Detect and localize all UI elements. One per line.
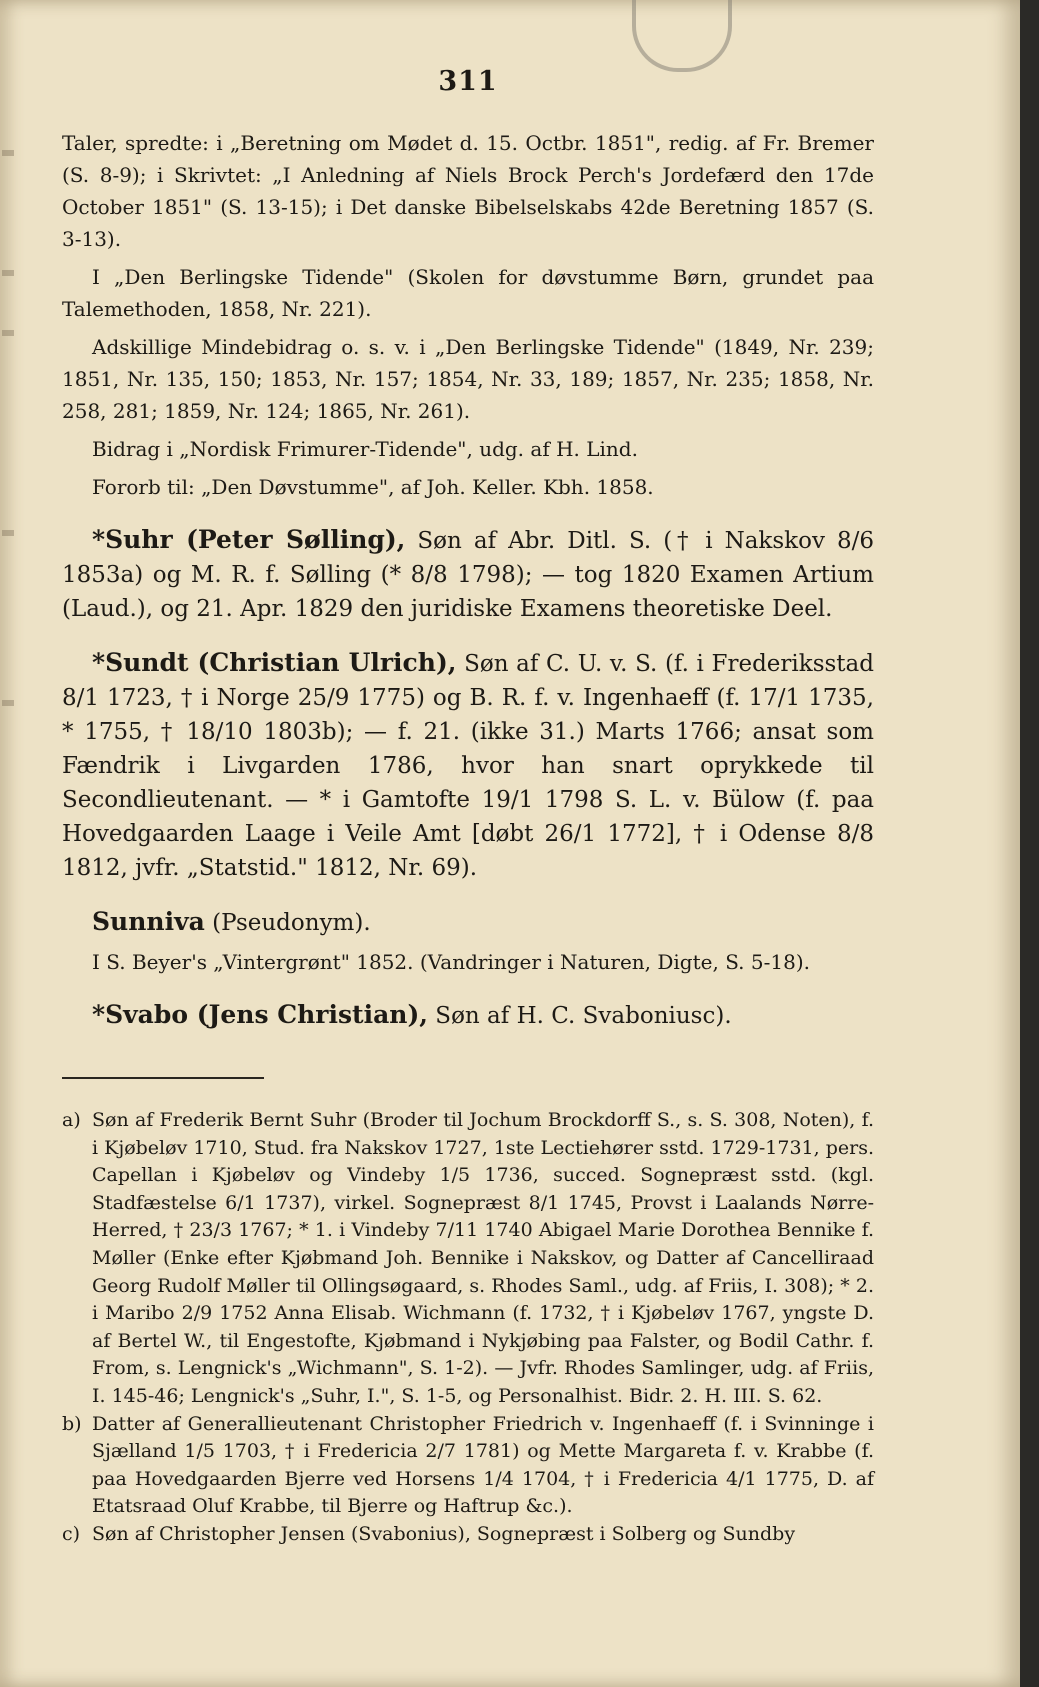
paper-clip-mark [632, 0, 732, 72]
entry-head: Sunniva [92, 907, 205, 936]
page-number: 311 [438, 66, 498, 97]
entry-suhr [62, 523, 874, 626]
footnote-b [62, 1411, 874, 1521]
footnote-text: Datter af Generallieutenant Christopher Friedrich v. Ingenhaeff (f. i Svinninge i Sjælland 1/5 1703, † i Fredericia 2/7 1781) og Mette Margareta f. v. Krabbe (f. paa Hovedgaarden Bjerre ved Horsens 1/4 1704, † i Fredericia 4/1 1775, D. af Etatsraad Oluf Krabbe, til Bjerre og Haftrup &c.). [92, 1412, 874, 1518]
margin-bleed [2, 270, 14, 276]
entry-body: (Pseudonym). [204, 910, 371, 936]
entry-sunniva-reference: I S. Beyer's „Vintergrønt" 1852. (Vandringer i Naturen, Digte, S. 5-18). [92, 950, 810, 974]
entry-body: Søn af C. U. v. S. (f. i Frederiksstad 8/1 1723, † i Norge 25/9 1775) og B. R. f. v. Ingenhaeff (f. 17/1 1735, * 1755, † 18/10 1803b); — f. 21. (ikke 31.) Marts 1766; ansat som Fændrik i Livgarden 1786, hvor han snart oprykkede til Secondlieutenant. — * i Gamtofte 19/1 1798 S. L. v. Bülow (f. paa Hovedgaarden Laage i Veile Amt [døbt 26/1 1772], † i Odense 8/8 1812, jvfr. „Statstid." 1812, Nr. 69). [62, 651, 874, 881]
entry-svabo [62, 998, 874, 1033]
entry-head: *Suhr (Peter Sølling), [92, 525, 406, 554]
entry-body: Søn af H. C. Svaboniusc). [428, 1003, 732, 1029]
footnote-mark: b) [62, 1412, 82, 1435]
footnote-mark: c) [62, 1522, 81, 1545]
margin-bleed [2, 330, 14, 336]
paragraph: Bidrag i „Nordisk Frimurer-Tidende", udg. af H. Lind. [92, 437, 638, 461]
entry-head: *Sundt (Christian Ulrich), [92, 648, 457, 677]
footnote-mark: a) [62, 1109, 81, 1131]
margin-bleed [2, 700, 14, 706]
footnote-divider [62, 1077, 264, 1079]
entry-sundt [62, 646, 874, 885]
paragraph: Fororb til: „Den Døvstumme", af Joh. Keller. Kbh. 1858. [92, 475, 654, 499]
paragraph: Taler, spredte: i „Beretning om Mødet d. 15. Octbr. 1851", redig. af Fr. Bremer (S. 8-9); i Skrivtet: „I Anledning af Niels Brock Perch's Jordefærd den 17de October 1851" (S. 13-15); i Det danske Bibelselskabs 42de Beretning 1857 (S. 3-13). [62, 131, 874, 251]
footnote-text: Søn af Frederik Bernt Suhr (Broder til Jochum Brockdorff S., s. S. 308, Noten), f. i Kjøbeløv 1710, Stud. fra Nakskov 1727, 1ste Lectiehører sstd. 1729-1731, pers. Capellan i Kjøbeløv og Vindeby 1/5 1736, succed. Sognepræst sstd. (kgl. Stadfæstelse 6/1 1737), virkel. Sognepræst 8/1 1745, Provst i Laalands Nørre-Herred, † 23/3 1767; * 1. i Vindeby 7/11 1740 Abigael Marie Dorothea Bennike f. Møller (Enke efter Kjøbmand Joh. Bennike i Nakskov, og Datter af Cancelliraad Georg Rudolf Møller til Ollingsøgaard, s. Rhodes Saml., udg. af Friis, I. 308); * 2. i Maribo 2/9 1752 Anna Elisab. Wichmann (f. 1732, † i Kjøbeløv 1767, yngste D. af Bertel W., til Engestofte, Kjøbmand i Nykjøbing paa Falster, og Bodil Cathr. f. From, s. Lengnick's „Wichmann", S. 1-2). — Jvfr. Rhodes Samlinger, udg. af Friis, I. 145-46; Lengnick's „Suhr, I.", S. 1-5, og Personalhist. Bidr. 2. H. III. S. 62. [92, 1109, 874, 1407]
footnote-c [62, 1521, 874, 1549]
footnote-text: Søn af Christopher Jensen (Svabonius), Sognepræst i Solberg og Sundby [92, 1522, 796, 1545]
page-content [62, 66, 874, 1549]
footnote-a [62, 1107, 874, 1411]
entry-body: Søn af Abr. Ditl. S. († i Nakskov 8/6 1853a) og M. R. f. Sølling (* 8/8 1798); — tog 1820 Examen Artium (Laud.), og 21. Apr. 1829 den juridiske Examens theoretiske Deel. [62, 528, 874, 622]
entry-sunniva [62, 905, 874, 940]
margin-bleed [2, 150, 14, 156]
paragraph: Adskillige Mindebidrag o. s. v. i „Den Berlingske Tidende" (1849, Nr. 239; 1851, Nr. 135, 150; 1853, Nr. 157; 1854, Nr. 33, 189; 1857, Nr. 235; 1858, Nr. 258, 281; 1859, Nr. 124; 1865, Nr. 261). [62, 335, 874, 423]
margin-bleed [2, 530, 14, 536]
entry-head: *Svabo (Jens Christian), [92, 1000, 428, 1029]
paragraph: I „Den Berlingske Tidende" (Skolen for døvstumme Børn, grundet paa Talemethoden, 1858, Nr. 221). [62, 265, 874, 321]
